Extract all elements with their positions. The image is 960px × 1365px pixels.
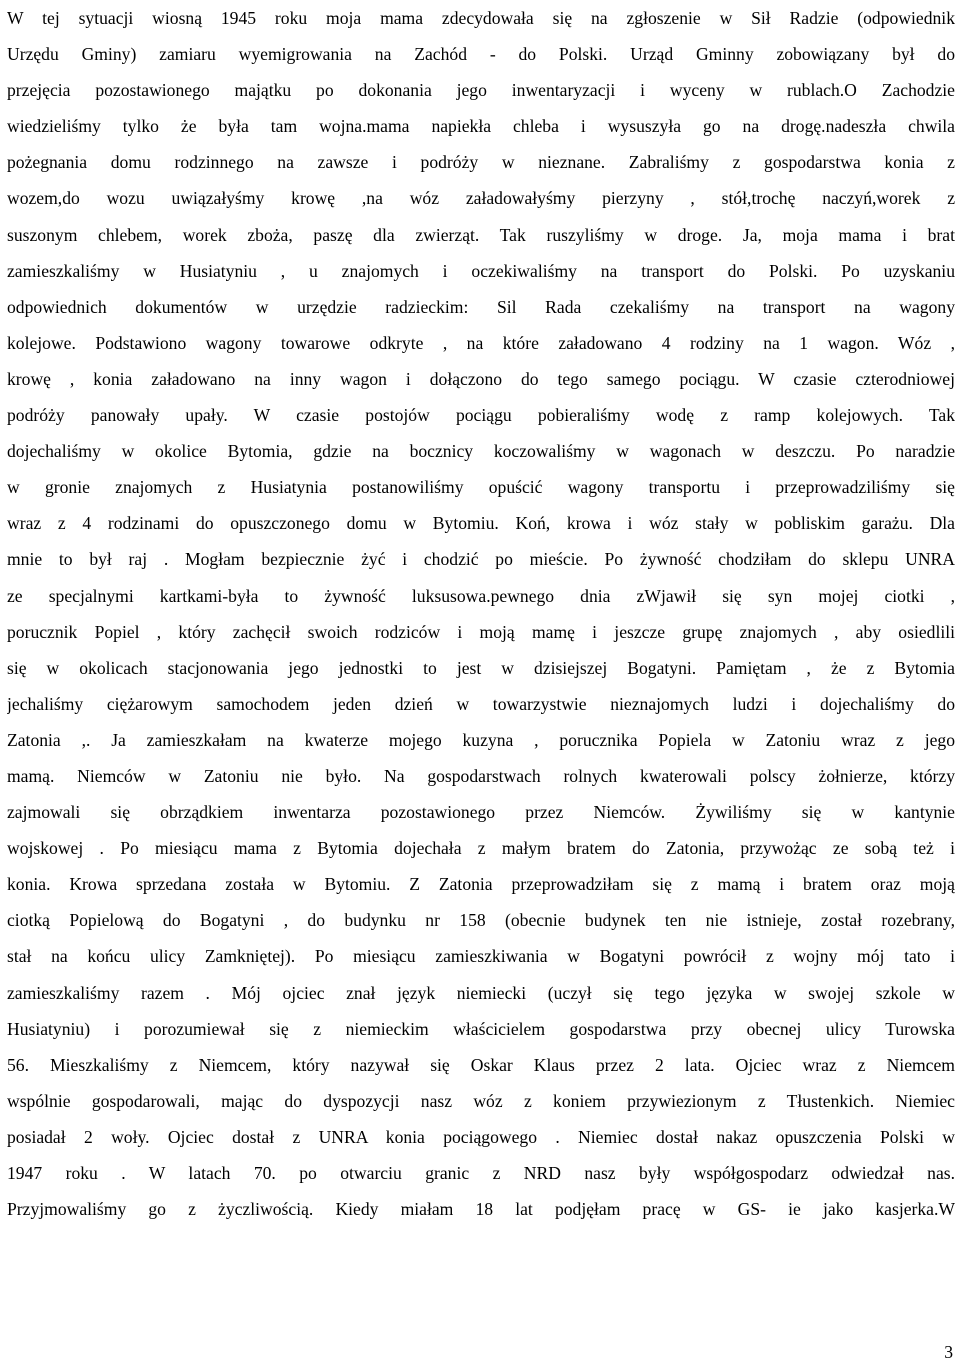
text-line: suszonym chlebem, worek zboża, paszę dla zwierząt. Tak ruszyliśmy w droge. Ja, moja mama i brat	[7, 224, 955, 245]
text-line: 1947 roku . W latach 70. po otwarciu granic z NRD nasz były współgospodarz odwiedzał nas.	[7, 1163, 955, 1183]
text-line: wojskowej . Po miesiącu mama z Bytomia dojechała z małym bratem do Zatonia, przywożąc ze sobą też i	[7, 838, 955, 859]
text-line: Zatonia ,. Ja zamieszkałam na kwaterze mojego kuzyna , porucznika Popiela w Zatoniu wraz z jego	[7, 729, 955, 750]
text-line: Urzędu Gminy) zamiaru wyemigrowania na Zachód - do Polski. Urząd Gminny zobowiązany był do	[7, 44, 955, 65]
text-line: się w okolicach stacjonowania jego jednostki to jest w dzisiejszej Bogatyni. Pamiętam , że z Bytomia	[7, 657, 955, 678]
text-line: mnie to był raj . Mogłam bezpiecznie żyć i chodzić po mieście. Po żywność chodziłam do sklepu UNRA	[7, 549, 955, 570]
text-line: konia. Krowa sprzedana została w Bytomiu. Z Zatonia przeprowadziłam się z mamą i bratem oraz moją	[7, 874, 955, 895]
text-line: kolejowe. Podstawiono wagony towarowe odkryte , na które załadowano 4 rodziny na 1 wagon. Wóz ,	[7, 332, 955, 353]
text-line: podróży panowały upały. W czasie postojów pociągu pobieraliśmy wodę z ramp kolejowych. Tak	[7, 405, 955, 426]
text-line: przejęcia pozostawionego majątku po dokonania jego inwentaryzacji i wyceny w rublach.O Zachodzie	[7, 80, 955, 101]
text-line: W tej sytuacji wiosną 1945 roku moja mama zdecydowała się na zgłoszenie w Sił Radzie (odpowiednik	[7, 8, 955, 28]
text-line: wspólnie gospodarowali, mając do dyspozycji nasz wóz z koniem przywiezionym z Tłustenkich. Niemiec	[7, 1090, 955, 1111]
text-line: odpowiednich dokumentów w urzędzie radzieckim: Sil Rada czekaliśmy na transport na wagony	[7, 296, 955, 317]
text-line: wozem,do wozu uwiązałyśmy krowę ,na wóz załadowałyśmy pierzyny , stół,trochę naczyń,worek z	[7, 188, 955, 209]
text-line: 56. Mieszkaliśmy z Niemcem, który nazywał się Oskar Klaus przez 2 lata. Ojciec wraz z Niemcem	[7, 1054, 955, 1075]
text-line: ciotką Popielową do Bogatyni , do budynku nr 158 (obecnie budynek ten nie istnieje, został rozebrany,	[7, 910, 955, 931]
text-line: zajmowali się obrządkiem inwentarza pozostawionego przez Niemców. Żywiliśmy się w kantynie	[7, 802, 955, 823]
text-line: zamieszkaliśmy w Husiatyniu , u znajomych i oczekiwaliśmy na transport do Polski. Po uzyskaniu	[7, 260, 955, 281]
page-number: 3	[944, 1342, 953, 1362]
text-line: wiedzieliśmy tylko że była tam wojna.mama napiekła chleba i wysuszyła go na drogę.nadeszła chwila	[7, 116, 955, 137]
text-line: wraz z 4 rodzinami do opuszczonego domu w Bytomiu. Koń, krowa i wóz stały w pobliskim garażu. Dla	[7, 513, 955, 534]
text-line: jechaliśmy ciężarowym samochodem jeden dzień w towarzystwie nieznajomych ludzi i dojechaliśmy do	[7, 693, 955, 714]
text-line: porucznik Popiel , który zachęcił swoich rodziców i moją mamę i jeszcze grupę znajomych , aby osiedlili	[7, 621, 955, 642]
text-line: ze specjalnymi kartkami-była to żywność luksusowa.pewnego dnia zWjawił się syn mojej ciotki ,	[7, 585, 955, 606]
body-text	[7, 0, 955, 1227]
text-line: posiadał 2 woły. Ojciec dostał z UNRA konia pociągowego . Niemiec dostał nakaz opuszczenia Polski w	[7, 1126, 955, 1147]
text-line: pożegnania domu rodzinnego na zawsze i podróży w nieznane. Zabraliśmy z gospodarstwa konia z	[7, 152, 955, 173]
text-line: dojechaliśmy w okolice Bytomia, gdzie na bocznicy koczowaliśmy w wagonach w deszczu. Po naradzie	[7, 441, 955, 462]
text-line: zamieszkaliśmy razem . Mój ojciec znał język niemiecki (uczył się tego języka w swojej szkole w	[7, 982, 955, 1003]
text-line: Husiatyniu) i porozumiewał się z niemieckim właścicielem gospodarstwa przy obecnej ulicy Turowska	[7, 1018, 955, 1039]
text-line: krowę , konia załadowano na inny wagon i dołączono do tego samego pociągu. W czasie czterodniowej	[7, 368, 955, 389]
text-line: stał na końcu ulicy Zamkniętej). Po miesiącu zamieszkiwania w Bogatyni powrócił z wojny mój tato i	[7, 946, 955, 967]
text-line: w gronie znajomych z Husiatynia postanowiliśmy opuścić wagony transportu i przeprowadziliśmy się	[7, 477, 955, 498]
text-line: mamą. Niemców w Zatoniu nie było. Na gospodarstwach rolnych kwaterowali polscy żołnierze, którzy	[7, 765, 955, 786]
text-line: Przyjmowaliśmy go z życzliwością. Kiedy miałam 18 lat podjęłam pracę w GS- ie jako kasjerka.W	[7, 1199, 955, 1220]
